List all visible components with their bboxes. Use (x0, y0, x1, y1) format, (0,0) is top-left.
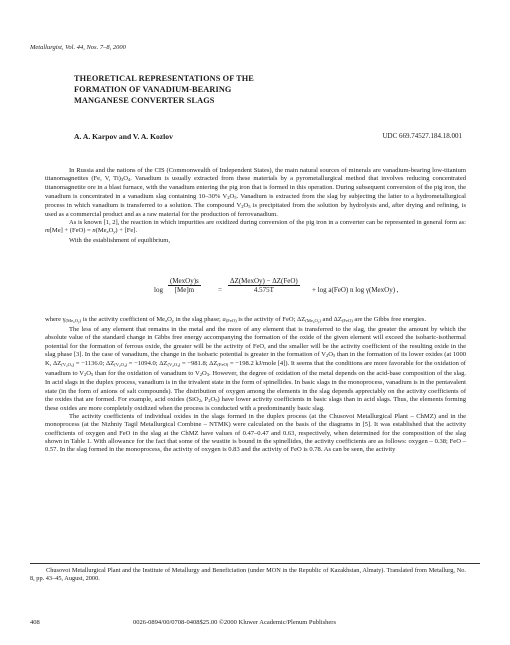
equation-rhs-tail: + log a(FeO) n log γ(MexOy) , (312, 286, 399, 294)
equation-rhs-fraction (228, 277, 300, 294)
title-line: THEORETICAL REPRESENTATIONS OF THE (74, 74, 254, 83)
title-line: MANGANESE CONVERTER SLAGS (74, 95, 215, 105)
equation-lhs-numerator: (MexOy)s (170, 277, 199, 285)
title-line: FORMATION OF VANADIUM-BEARING (74, 84, 232, 94)
equation (154, 276, 414, 312)
body-text-block (45, 167, 466, 245)
equation-rhs-denominator: 4.575T (253, 286, 274, 294)
author-list: A. A. Karpov and V. A. Kozlov (74, 132, 173, 141)
paragraph: where $\gamma_{(Me_xO_y)}$ is the activity coefficient of $Me_xO_y$ in the slag phase; $a_{(FeO)}$ is the activity of FeO; $\Delta Z_{(Me_xO_y)}$ and $\Delta Z_{(FeO)}$ are the Gibbs free energies. (45, 316, 427, 324)
page-number: 408 (30, 619, 40, 626)
footnote: Chusovoi Metallurgical Plant and the Institute of Metallurgy and Beneficiation (under MON in the Republic of Kazakhstan, Almaty). Translated from Metallurg, No. 8, pp. 43–45, August, 2000. (30, 567, 466, 582)
udc-code: UDC 669.74527.184.18.001 (382, 132, 462, 140)
equation-equals: = (218, 286, 222, 294)
copyright-line: 0026-0894/00/0708-0408$25.00 ©2000 Kluwer Academic/Plenum Publishers (133, 619, 336, 626)
equation-lhs-fraction (168, 277, 201, 294)
equation-log: log (154, 286, 163, 294)
paragraph: In Russia and the nations of the CIS (Commonwealth of Independent States), the main natural sources of minerals are vanadium-bearing low-titanium titanomagnetites (Fe, V, $Ti)_3O_4$. Vanadium is usually extracted from these materials by a pyrometallurgical method that involves reducing concentrated titanomagnetite ore in a blast furnace, with the vanadium entering the pig iron that is formed in this operation. During subsequent conversion of the pig iron, the vanadium is concentrated in a vanadium slag containing 10–30% $V_2O_5$. Vanadium is extracted from the slag by subjecting the latter to a hydrometallurgical process in which vanadium is transferred to a solution. The compound $V_2O_5$ is precipitated from the solution by hydrolysis and, after drying and refining, is used as a commercial product and as a raw material for the production of ferrovanadium. (45, 167, 466, 219)
equation-lhs-denominator: [Me]m (174, 286, 195, 294)
body-text-block (45, 316, 466, 454)
paragraph: With the establishment of equilibrium, (69, 236, 171, 244)
article-title (74, 74, 254, 106)
journal-header: Metallurgist, Vol. 44, Nos. 7–8, 2000 (30, 44, 126, 51)
paragraph: The activity coefficients of individual oxides in the slags formed in the duplex process (at the Chusovoi Metallurgical Plant – ChMZ) and in the monoprocess (at the Nizhniy Tagil Metallurgical Combine – NTMK) were calculated on the basis of the diagrams in [5]. It was established that the activity coefficients of oxygen and FeO in the slag at the ChMZ have values of 0.47–0.47 and 0.63, respectively, when determined for the composition of the slag shown in Table 1. With allowance for the fact that some of the wustite is bound in the spinellides, the activity coefficients are as follows: oxygen – 0.38; FeO – 0.57. In the slag formed in the monoprocess, the activity of oxygen is 0.83 and the activity of FeO is 0.78. As can be seen, the activity (45, 413, 466, 454)
footnote-divider (30, 563, 480, 564)
equation-rhs-numerator: ΔZ(MexOy) − ΔZ(FeO) (230, 277, 298, 285)
paragraph: As is known [1, 2], the reaction in which impurities are oxidized during conversion of the pig iron in a converter can be represented in general form as: $m[Me] + (FeO) = n(Me_xO_y) + [Fe]$. (45, 219, 466, 235)
paragraph: The less of any element that remains in the metal and the more of any element that is transferred to the slag, the greater the amount by which the absolute value of the standard change in Gibbs free energy accompanying the formation of the oxide of the given element will exceed the isobaric-isothermal potential for the formation of ferrous oxide, the greater will be the activity of FeO, and the smaller will be the activity coefficient of the resulting oxide in the slag phase [3]. In the case of vanadium, the change in the isobaric potential is greater in the formation of $V_2O_5$ than in the formation of its lower oxides (at 1000 K, $\Delta Z_{(V_2O_5)} = -1136.0$; $\Delta Z_{(V_2O_4)} = -1094.0$; $\Delta Z_{(V_2O_3)} = -981.8$; $\Delta Z_{(FeO)} = -198.2$ kJ/mole [4]). It seems that the conditions are more favorable for the oxidation of vanadium to $V_2O_5$ than for the oxidation of vanadium to $V_2O_3$. However, the degree of oxidation of the metal depends on the acid-base composition of the slag. In acid slags in the duplex process, vanadium is in the trivalent state in the form of spinellides. In basic slags in the monoprocess, vanadium is in the pentavalent state (in the form of anions of salt compounds). The distribution of oxygen among the elements in the slag depends appreciably on the activity coefficients of the oxides that are formed. For example, acid oxides (SiO$_2$, $P_2O_5$) have lower activity coefficients in basic slags than in acid slags. Thus, the elements forming these oxides are more completely oxidized when the process is conducted with a predominantly basic slag. (45, 326, 466, 413)
